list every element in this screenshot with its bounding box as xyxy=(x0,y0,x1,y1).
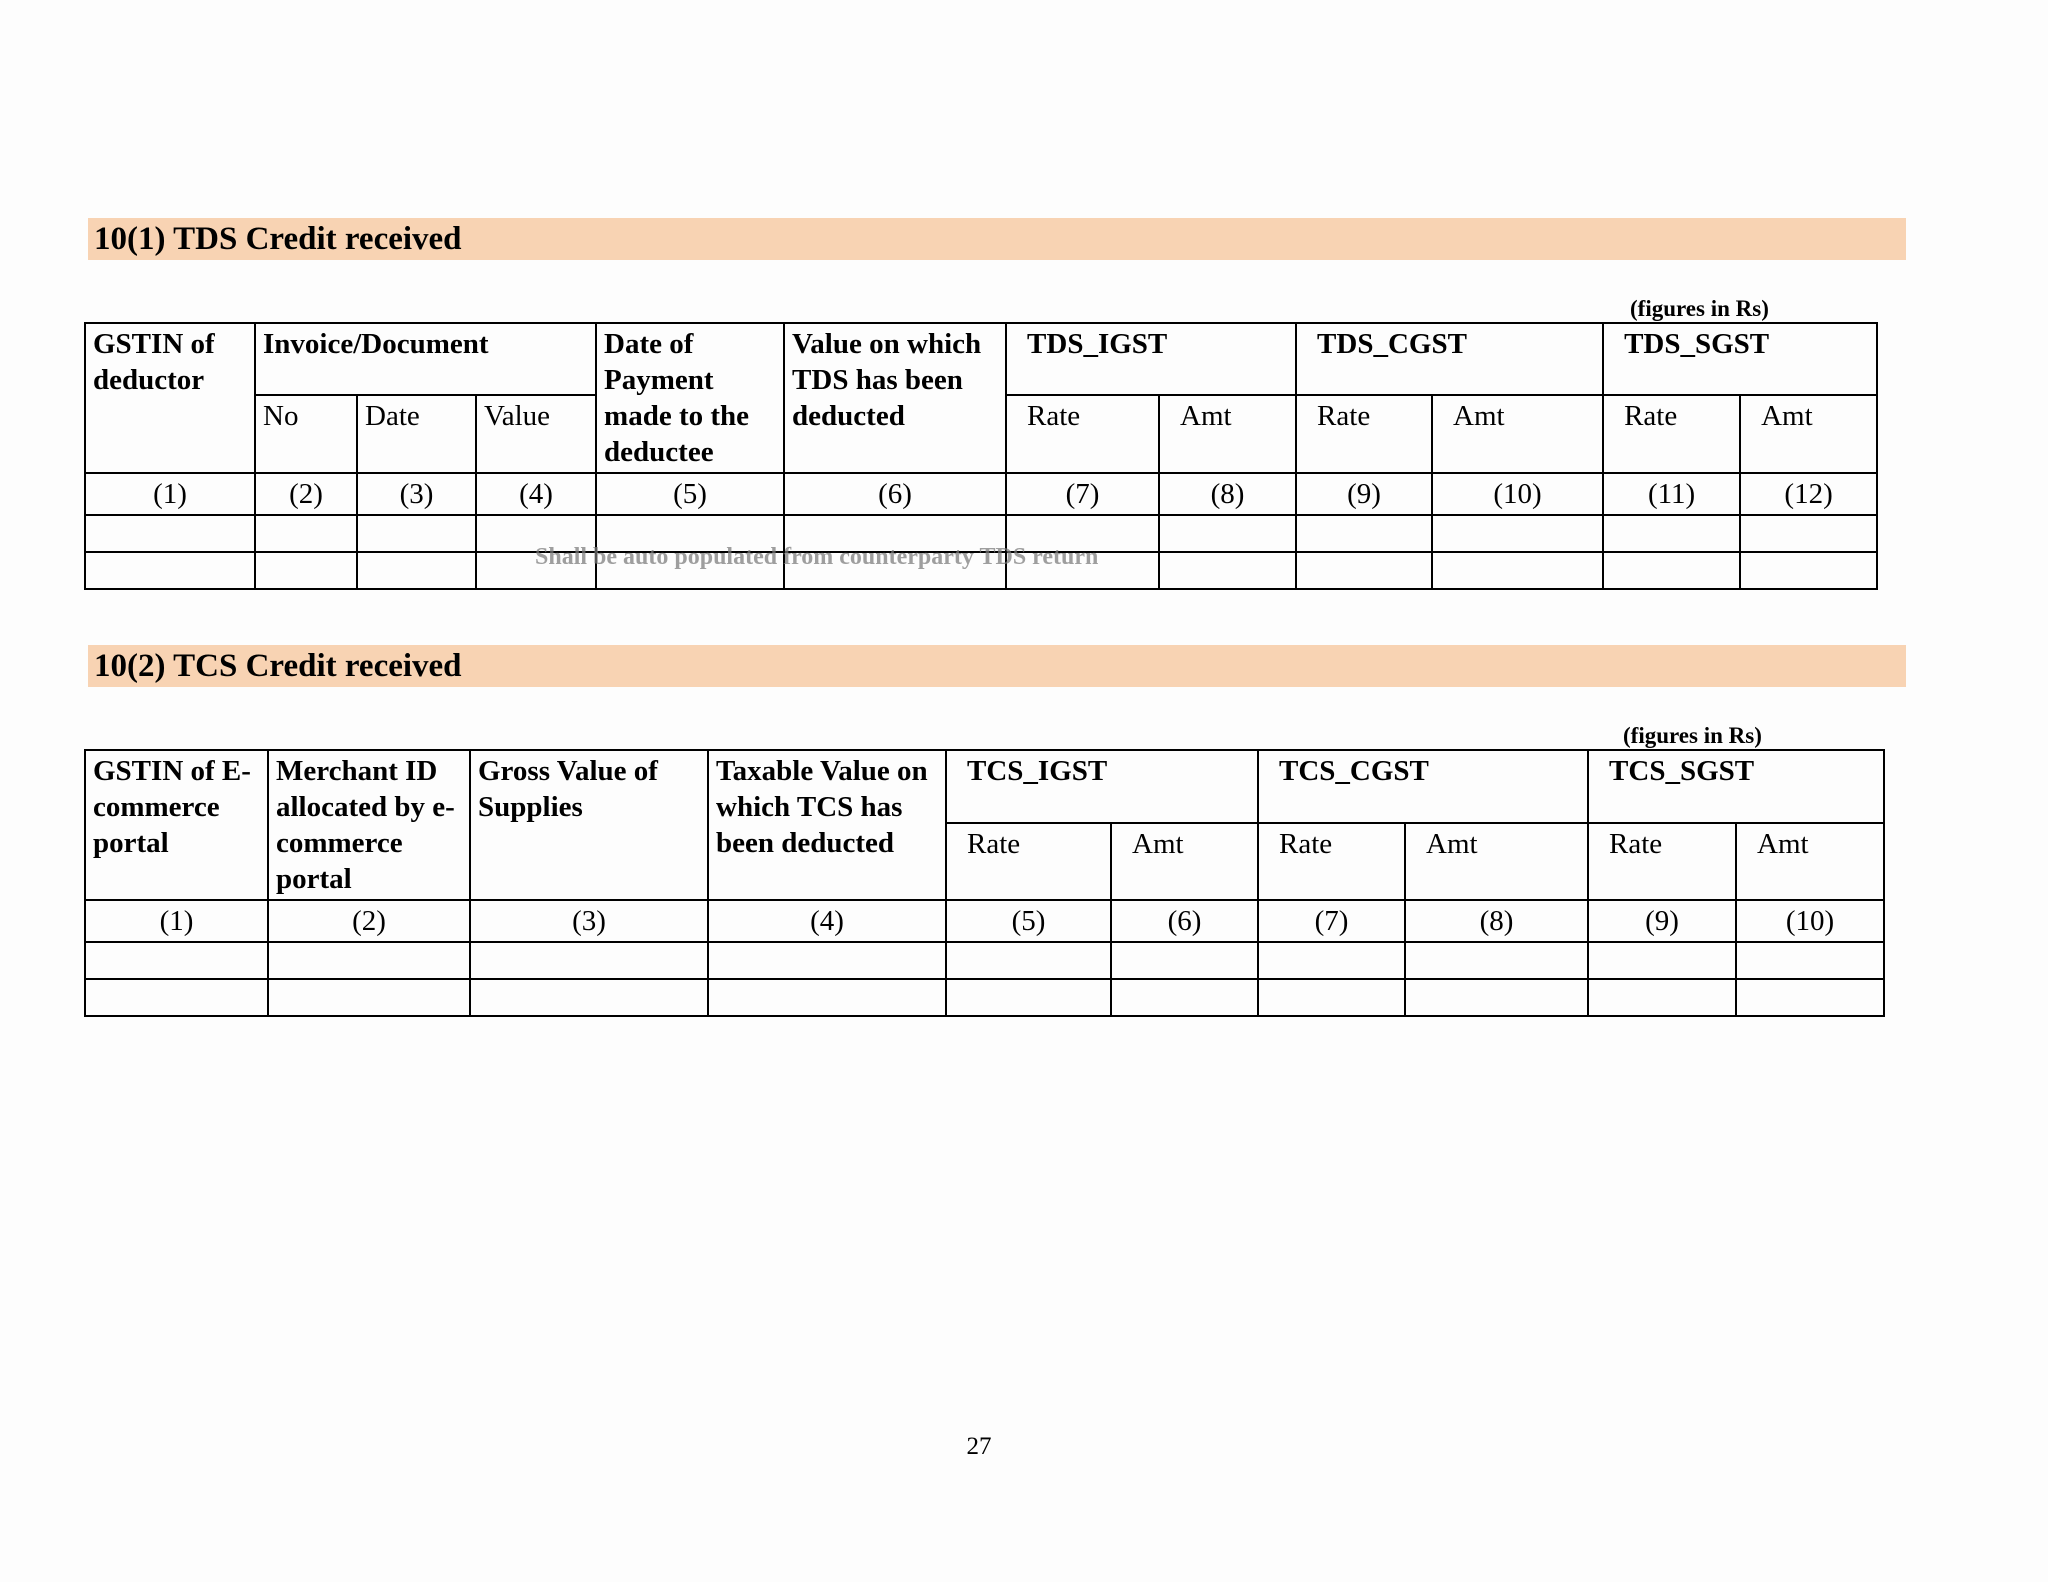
tds-cell xyxy=(1603,515,1740,552)
tcs-credit-table xyxy=(84,749,1885,1017)
tds-cell xyxy=(1296,552,1432,589)
tcs-cell xyxy=(1405,979,1588,1016)
tds-col-number: (2) xyxy=(255,473,357,515)
tcs-figures-note: (figures in Rs) xyxy=(1623,723,1762,748)
tcs-cell xyxy=(946,979,1111,1016)
tcs-data-row xyxy=(85,979,1884,1016)
tcs-cell xyxy=(268,979,470,1016)
tcs-header-gstin: GSTIN of E-commerce portal xyxy=(85,750,268,900)
tcs-cell xyxy=(1111,979,1258,1016)
tds-header-invoice: Invoice/Document xyxy=(255,323,596,395)
tcs-cell xyxy=(85,942,268,979)
tds-cell xyxy=(357,552,476,589)
tcs-cell xyxy=(470,979,708,1016)
tds-header-gstin: GSTIN of deductor xyxy=(85,323,255,473)
tcs-cell xyxy=(1588,942,1736,979)
tds-cell xyxy=(255,515,357,552)
tcs-col-number: (6) xyxy=(1111,900,1258,942)
tds-figures-note: (figures in Rs) xyxy=(1630,296,1769,321)
tds-header-cgst: TDS_CGST xyxy=(1296,323,1603,395)
tcs-cell xyxy=(946,942,1111,979)
tcs-header-cgst-amt: Amt xyxy=(1405,823,1588,900)
tcs-col-number: (5) xyxy=(946,900,1111,942)
tds-header-sgst-amt: Amt xyxy=(1740,395,1877,473)
tcs-header-taxable-value: Taxable Value on which TCS has been deducted xyxy=(708,750,946,900)
tds-col-number: (12) xyxy=(1740,473,1877,515)
tcs-col-number: (7) xyxy=(1258,900,1405,942)
tcs-header-igst: TCS_IGST xyxy=(946,750,1258,823)
tds-col-number: (6) xyxy=(784,473,1006,515)
tds-cell xyxy=(85,552,255,589)
tcs-cell xyxy=(1588,979,1736,1016)
tds-col-number: (5) xyxy=(596,473,784,515)
tcs-header-igst-amt: Amt xyxy=(1111,823,1258,900)
tds-header-igst-amt: Amt xyxy=(1159,395,1296,473)
tds-cell xyxy=(1740,515,1877,552)
tds-cell xyxy=(1432,515,1603,552)
tds-cell xyxy=(1296,515,1432,552)
tds-col-number: (11) xyxy=(1603,473,1740,515)
tds-col-number: (4) xyxy=(476,473,596,515)
tds-col-number: (8) xyxy=(1159,473,1296,515)
tcs-header-sgst-rate: Rate xyxy=(1588,823,1736,900)
tcs-header-cgst: TCS_CGST xyxy=(1258,750,1588,823)
tcs-header-sgst-amt: Amt xyxy=(1736,823,1884,900)
tds-cell xyxy=(1603,552,1740,589)
tcs-cell xyxy=(85,979,268,1016)
tcs-header-merchant-id: Merchant ID allocated by e-commerce portal xyxy=(268,750,470,900)
tcs-cell xyxy=(1736,942,1884,979)
tcs-col-number: (10) xyxy=(1736,900,1884,942)
tcs-header-igst-rate: Rate xyxy=(946,823,1111,900)
tds-section-title: 10(1) TDS Credit received xyxy=(88,218,1906,260)
tcs-col-number: (8) xyxy=(1405,900,1588,942)
tcs-header-sgst: TCS_SGST xyxy=(1588,750,1884,823)
tds-cell xyxy=(1740,552,1877,589)
tds-header-igst: TDS_IGST xyxy=(1006,323,1296,395)
tds-header-cgst-rate: Rate xyxy=(1296,395,1432,473)
tcs-cell xyxy=(708,979,946,1016)
tcs-cell xyxy=(1258,942,1405,979)
tcs-col-number: (1) xyxy=(85,900,268,942)
tcs-col-number: (9) xyxy=(1588,900,1736,942)
tds-header-value-tds: Value on which TDS has been deducted xyxy=(784,323,1006,473)
tcs-col-number: (2) xyxy=(268,900,470,942)
tds-cell xyxy=(85,515,255,552)
tcs-cell xyxy=(1111,942,1258,979)
tcs-column-number-row xyxy=(85,900,1884,942)
tds-header-date-of-payment: Date of Payment made to the deductee xyxy=(596,323,784,473)
tcs-section-title: 10(2) TCS Credit received xyxy=(88,645,1906,687)
tds-col-number: (10) xyxy=(1432,473,1603,515)
tds-header-no: No xyxy=(255,395,357,473)
tds-header-sgst-rate: Rate xyxy=(1603,395,1740,473)
tcs-cell xyxy=(268,942,470,979)
tcs-header-row-1 xyxy=(85,750,1884,823)
tds-header-date: Date xyxy=(357,395,476,473)
tcs-data-row xyxy=(85,942,1884,979)
tds-col-number: (3) xyxy=(357,473,476,515)
tds-header-row-1 xyxy=(85,323,1877,395)
tcs-cell xyxy=(1405,942,1588,979)
tds-header-cgst-amt: Amt xyxy=(1432,395,1603,473)
tds-col-number: (9) xyxy=(1296,473,1432,515)
tds-col-number: (7) xyxy=(1006,473,1159,515)
tcs-cell xyxy=(470,942,708,979)
tds-cell xyxy=(1159,515,1296,552)
tds-header-igst-rate: Rate xyxy=(1006,395,1159,473)
tds-col-number: (1) xyxy=(85,473,255,515)
auto-populated-note: Shall be auto populated from counterparty TDS return xyxy=(535,544,1099,570)
tds-cell xyxy=(1159,552,1296,589)
tcs-cell xyxy=(708,942,946,979)
tds-header-sgst: TDS_SGST xyxy=(1603,323,1877,395)
page-number: 27 xyxy=(966,1433,992,1460)
tcs-header-cgst-rate: Rate xyxy=(1258,823,1405,900)
tds-header-value: Value xyxy=(476,395,596,473)
tcs-cell xyxy=(1258,979,1405,1016)
tcs-col-number: (3) xyxy=(470,900,708,942)
tcs-header-gross-value: Gross Value of Supplies xyxy=(470,750,708,900)
tds-cell xyxy=(357,515,476,552)
tds-column-number-row xyxy=(85,473,1877,515)
tcs-cell xyxy=(1736,979,1884,1016)
tds-cell xyxy=(255,552,357,589)
tds-cell xyxy=(1432,552,1603,589)
tcs-col-number: (4) xyxy=(708,900,946,942)
